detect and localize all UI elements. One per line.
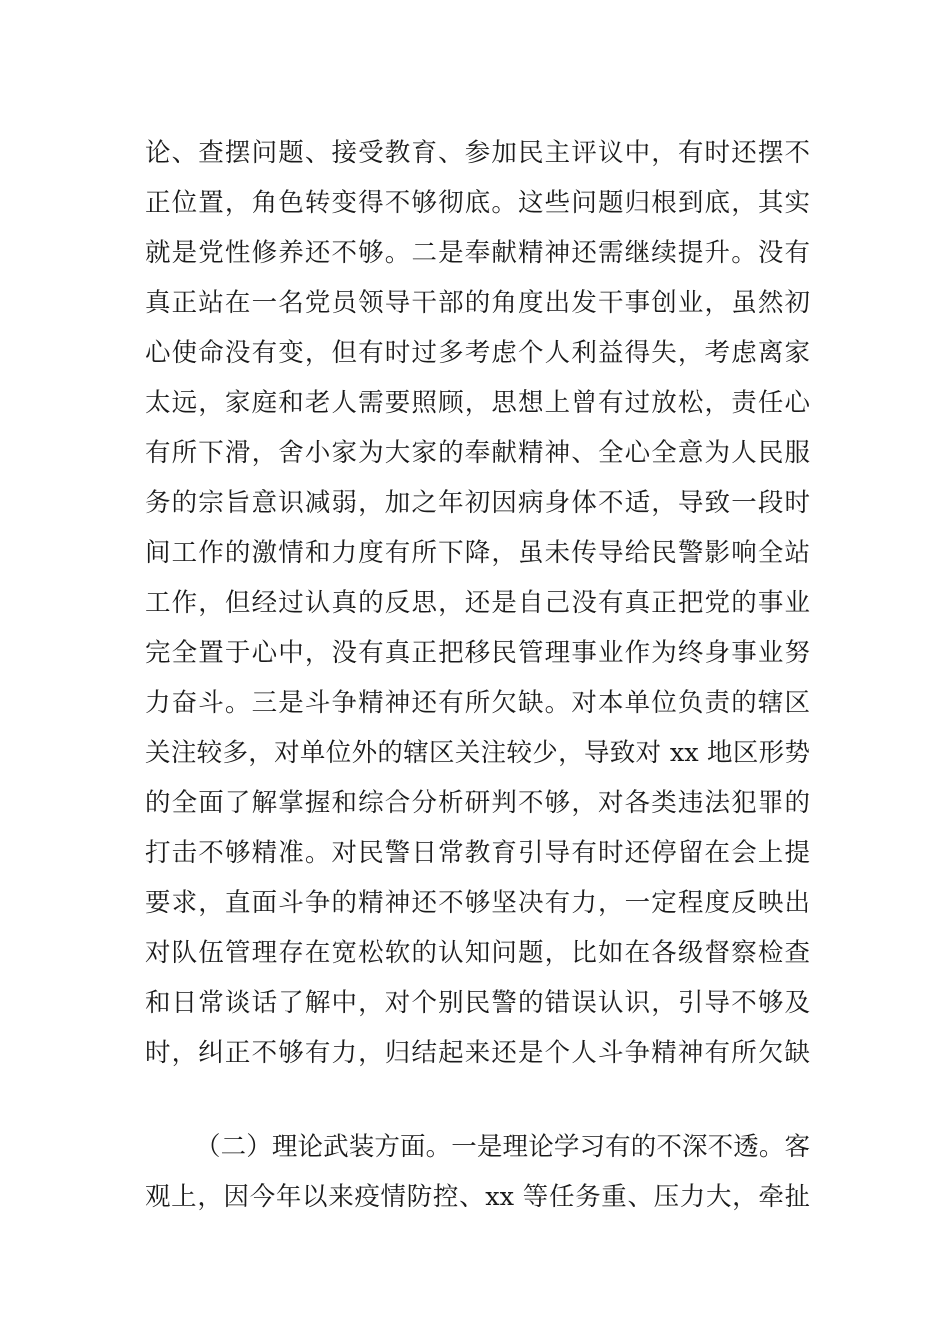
paragraph-line: 打击不够精准。对民警日常教育引导有时还停留在会上提 — [145, 838, 810, 868]
paragraph-line: 对队伍管理存在宽松软的认知问题，比如在各级督察检查 — [145, 938, 810, 968]
paragraph-line: 力奋斗。三是斗争精神还有所欠缺。对本单位负责的辖区 — [145, 688, 810, 718]
paragraph-line: 真正站在一名党员领导干部的角度出发干事创业，虽然初 — [145, 288, 810, 318]
paragraph-line: 论、查摆问题、接受教育、参加民主评议中，有时还摆不 — [145, 138, 810, 168]
paragraph-line: 工作，但经过认真的反思，还是自己没有真正把党的事业 — [145, 588, 810, 618]
paragraph-line: 完全置于心中，没有真正把移民管理事业作为终身事业努 — [145, 638, 810, 668]
paragraph-line: 间工作的激情和力度有所下降，虽未传导给民警影响全站 — [145, 538, 810, 568]
paragraph-line: 务的宗旨意识减弱，加之年初因病身体不适，导致一段时 — [145, 488, 810, 518]
paragraph-line: 正位置，角色转变得不够彻底。这些问题归根到底，其实 — [145, 188, 810, 218]
paragraph-line: 要求，直面斗争的精神还不够坚决有力，一定程度反映出 — [145, 888, 810, 918]
paragraph-line: 心使命没有变，但有时过多考虑个人利益得失，考虑离家 — [145, 338, 810, 368]
paragraph-line: 太远，家庭和老人需要照顾，思想上曾有过放松，责任心 — [145, 388, 810, 418]
paragraph-line: 有所下滑，舍小家为大家的奉献精神、全心全意为人民服 — [145, 438, 810, 468]
paragraph-line: 观上，因今年以来疫情防控、xx 等任务重、压力大，牵扯 — [145, 1182, 810, 1212]
section-heading-line: （二）理论武装方面。一是理论学习有的不深不透。客 — [195, 1132, 810, 1162]
paragraph-line: 的全面了解掌握和综合分析研判不够，对各类违法犯罪的 — [145, 788, 810, 818]
paragraph-line: 就是党性修养还不够。二是奉献精神还需继续提升。没有 — [145, 238, 810, 268]
paragraph-line: 时，纠正不够有力，归结起来还是个人斗争精神有所欠缺 — [145, 1038, 810, 1068]
paragraph-line: 和日常谈话了解中，对个别民警的错误认识，引导不够及 — [145, 988, 810, 1018]
paragraph-line: 关注较多，对单位外的辖区关注较少，导致对 xx 地区形势 — [145, 738, 810, 768]
